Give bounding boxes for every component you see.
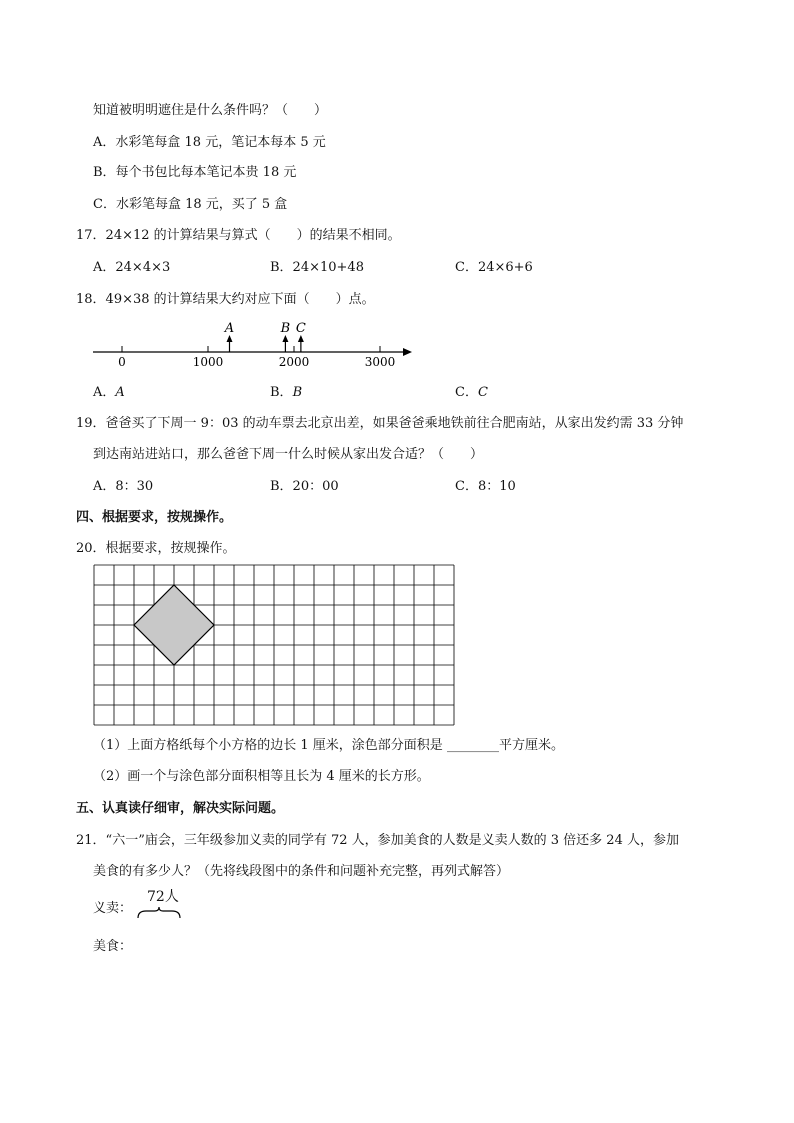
point-label-c: C: [295, 321, 306, 336]
number-line-tick-label: 2000: [278, 355, 310, 369]
q20-stem: 20．根据要求，按规操作。: [76, 541, 236, 556]
q19-option-b: B．20：00: [270, 479, 339, 494]
q17-option-c: C．24×6+6: [455, 260, 533, 275]
row2-label-meishi: 美食：: [93, 939, 133, 954]
shaded-square: [134, 585, 214, 665]
q18-option-c: C．C: [455, 385, 488, 400]
q18-option-b: B．B: [270, 385, 303, 400]
number-line-tick-label: 0: [118, 355, 126, 369]
number-line-tick-label: 3000: [364, 355, 396, 369]
brace: [136, 905, 182, 921]
number-line: [88, 315, 428, 375]
grid-paper: [93, 564, 457, 728]
q21-line2: 美食的有多少人？（先将线段图中的条件和问题补充完整，再列式解答）: [93, 864, 510, 879]
q20-part1: （1）上面方格纸每个小方格的边长 1 厘米，涂色部分面积是 ________平方厘米。: [93, 738, 564, 753]
q17-option-b: B．24×10+48: [270, 260, 364, 275]
brace-label: 72人: [147, 889, 179, 905]
q19-line2: 到达南站进站口，那么爸爸下周一什么时候从家出发合适？（ ）: [93, 447, 484, 462]
q18-stem: 18．49×38 的计算结果大约对应下面（ ）点。: [76, 292, 375, 307]
row1-label-yimai: 义卖：: [93, 901, 133, 916]
q17-stem: 17．24×12 的计算结果与算式（ ）的结果不相同。: [76, 228, 401, 243]
q16-option-b: B．每个书包比每本笔记本贵 18 元: [93, 165, 297, 180]
number-line-tick-label: 1000: [192, 355, 224, 369]
q16-text: 知道被明明遮住是什么条件吗？（ ）: [93, 103, 328, 118]
q19-option-a: A．8：30: [93, 479, 154, 494]
section5-title: 五、认真读仔细审，解决实际问题。: [76, 801, 285, 816]
q20-part2: （2）画一个与涂色部分面积相等且长为 4 厘米的长方形。: [93, 769, 430, 784]
q16-option-a: A．水彩笔每盒 18 元，笔记本每本 5 元: [93, 135, 326, 150]
q21-line1: 21．“六一”庙会，三年级参加义卖的同学有 72 人，参加美食的人数是义卖人数的 3 倍还多 24 人，参加: [76, 833, 679, 848]
point-label-b: B: [280, 321, 291, 336]
number-line-arrow: [403, 348, 412, 356]
answer-blank[interactable]: ________: [446, 738, 499, 753]
q19-option-c: C．8：10: [455, 479, 516, 494]
q16-option-c: C．水彩笔每盒 18 元，买了 5 盒: [93, 197, 288, 212]
point-arrowhead-c: [298, 335, 304, 342]
point-label-a: A: [224, 321, 235, 336]
point-arrowhead-a: [227, 335, 233, 342]
q17-option-a: A．24×4×3: [93, 260, 171, 275]
q19-line1: 19．爸爸买了下周一 9：03 的动车票去北京出差，如果爸爸乘地铁前往合肥南站，从家出发约需 33 分钟: [76, 416, 684, 431]
q18-option-a: A．A: [93, 385, 125, 400]
section4-title: 四、根据要求，按规操作。: [76, 510, 233, 525]
point-arrowhead-b: [282, 335, 288, 342]
